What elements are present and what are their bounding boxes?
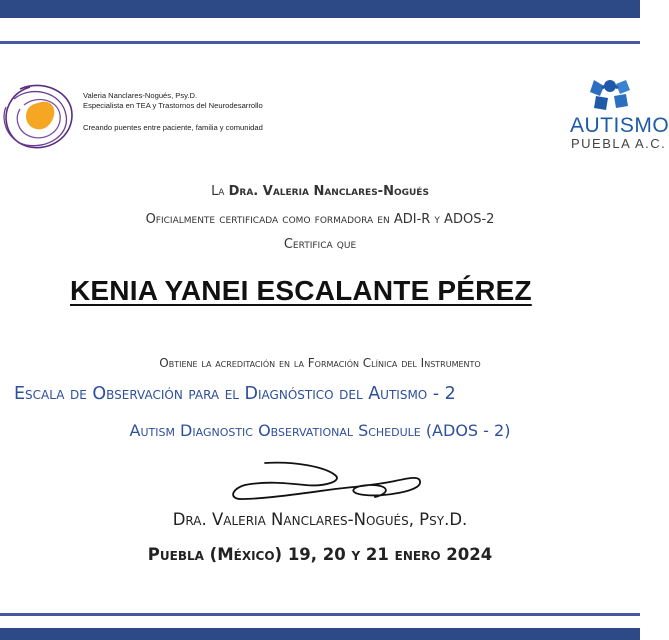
issuer-name: Valeria Nanclares-Nogués, Psy.D.: [83, 91, 198, 100]
issuer-tagline: Creando puentes entre paciente, familia y comunidad: [83, 123, 263, 132]
credential-line: Oficialmente certificada como formadora en ADI-R y ADOS-2: [145, 212, 495, 227]
issuer-logo: [0, 75, 80, 155]
instrument-title-en: Autism Diagnostic Observational Schedule (ADOS - 2): [129, 421, 511, 440]
autismo-wordmark: AUTISMO: [570, 114, 669, 137]
intro-issuer-name: Dra. Valeria Nanclares-Nogués: [228, 184, 429, 199]
accreditation-line: Obtiene la acreditación en la Formación Clínica del Instrumento: [159, 356, 481, 370]
recipient-name: KENIA YANEI ESCALANTE PÉREZ: [70, 275, 532, 306]
handwritten-signature: [225, 459, 425, 509]
intro-prefix: La: [211, 184, 225, 199]
issuer-specialty: Especialista en TEA y Trastornos del Neurodesarrollo: [83, 101, 263, 110]
issuer-block: [83, 91, 263, 133]
certifies-line: Certifica que: [283, 237, 357, 252]
top-band: [0, 0, 640, 18]
signer-name: Dra. Valeria Nanclares-Nogués, Psy.D.: [172, 510, 468, 529]
puebla-wordmark: PUEBLA A.C.: [571, 136, 667, 151]
intro-line: [0, 184, 640, 199]
bottom-band: [0, 628, 640, 640]
place-and-date: Puebla (México) 19, 20 y 21 enero 2024: [147, 545, 493, 564]
instrument-title-es: Escala de Observación para el Diagnóstico del Autismo - 2: [14, 384, 456, 404]
